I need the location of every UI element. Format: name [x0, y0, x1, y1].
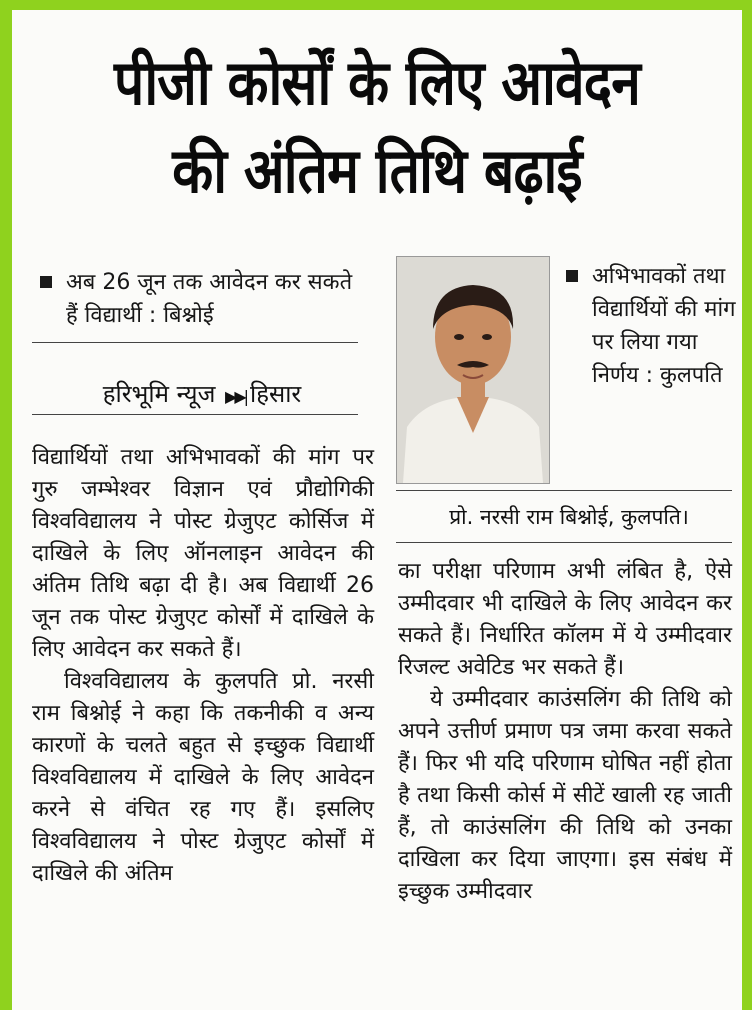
paragraph: विद्यार्थियों तथा अभिभावकों की मांग पर गुरु जम्भेश्वर विज्ञान एवं प्रौद्योगिकी विश्वविद्यालय ने पोस्ट ग्रेजुएट कोर्सिज में दाखिले के लिए ऑनलाइन आवेदन की अंतिम तिथि बढ़ा दी है। अब विद्यार्थी 26 जून तक पोस्ट ग्रेजुएट कोर्सों में दाखिले के लिए आवेदन कर सकते हैं।: [32, 445, 374, 662]
headline-line-2: की अंतिम तिथि बढ़ाई: [172, 134, 582, 207]
fast-forward-icon: ▶▶|: [225, 387, 247, 406]
divider-rule: [32, 342, 358, 343]
portrait-illustration: [397, 257, 549, 483]
body-column-left: [32, 442, 374, 890]
news-clipping: [12, 10, 742, 1010]
highlight-left-text: अब 26 जून तक आवेदन कर सकते हैं विद्यार्थी : बिश्नोई: [66, 270, 353, 328]
highlight-left: [40, 266, 360, 332]
square-bullet-icon: [40, 276, 52, 288]
divider-rule: [396, 542, 732, 543]
highlight-right: [566, 260, 736, 392]
paragraph: ये उम्मीदवार काउंसलिंग की तिथि को अपने उत्तीर्ण प्रमाण पत्र जमा करवा सकते हैं। फिर भी यदि परिणाम घोषित नहीं होता है तथा किसी कोर्स में सीटें खाली रह जाती हैं, तो काउंसलिंग की तिथि को उनका दाखिला कर दिया जाएगा। इस संबंध में इच्छुक उम्मीदवार: [398, 687, 732, 904]
headline-line-1: पीजी कोर्सों के लिए आवेदन: [114, 46, 640, 119]
highlight-right-text: अभिभावकों तथा विद्यार्थियों की मांग पर लिया गया निर्णय : कुलपति: [592, 264, 736, 388]
divider-rule: [32, 414, 358, 415]
square-bullet-icon: [566, 270, 578, 282]
paragraph: विश्वविद्यालय के कुलपति प्रो. नरसी राम बिश्नोई ने कहा कि तकनीकी व अन्य कारणों के चलते बहुत से इच्छुक विद्यार्थी विश्वविद्यालय में दाखिले के लिए आवेदन करने से वंचित रह गए हैं। इसलिए विश्वविद्यालय ने पोस्ट ग्रेजुएट कोर्सों में दाखिले की अंतिम: [32, 669, 374, 886]
portrait-photo: [396, 256, 550, 484]
paragraph: का परीक्षा परिणाम अभी लंबित है, ऐसे उम्मीदवार भी दाखिले के लिए आवेदन कर सकते हैं। निर्धारित कॉलम में ये उम्मीदवार रिजल्ट अवेटिड भर सकते हैं।: [398, 559, 732, 680]
body-column-right: [398, 556, 732, 908]
byline-source: हरिभूमि न्यूज: [102, 380, 216, 408]
byline-location: हिसार: [250, 380, 302, 408]
photo-caption: प्रो. नरसी राम बिश्नोई, कुलपति।: [449, 505, 689, 529]
byline: [52, 374, 352, 417]
divider-rule: [396, 490, 732, 491]
